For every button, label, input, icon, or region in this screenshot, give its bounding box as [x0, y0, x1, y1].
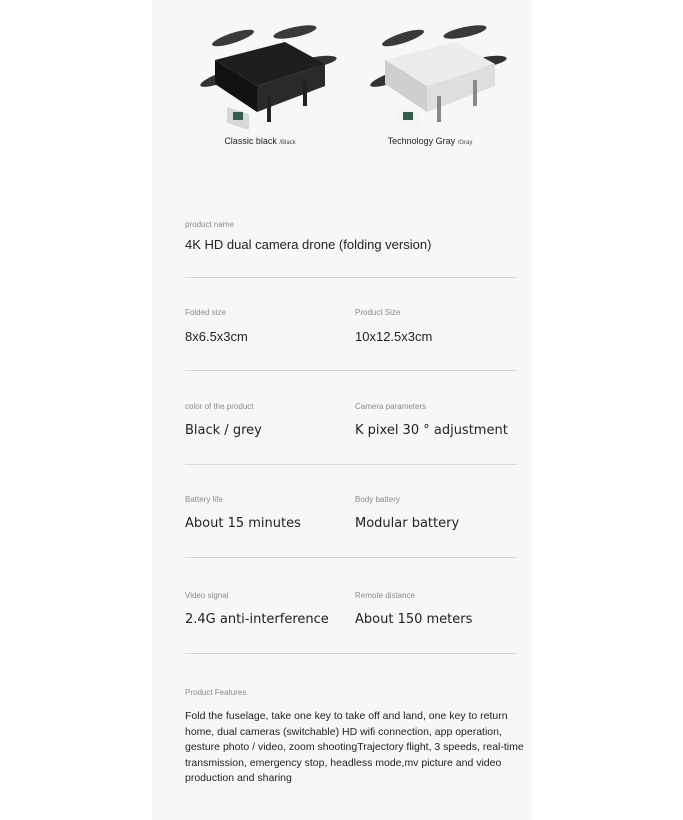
- spec-value: Modular battery: [355, 516, 460, 531]
- spec-label: Remote distance: [355, 591, 416, 600]
- features-label: Product Features: [185, 688, 247, 697]
- divider: [185, 277, 517, 278]
- spec-label: Folded size: [185, 308, 226, 317]
- spec-label: color of the product: [185, 402, 254, 411]
- spec-label: Camera parameters: [355, 402, 427, 411]
- folded-size-cell: [185, 308, 248, 344]
- spec-value: 8x6.5x3cm: [185, 329, 248, 344]
- remote-distance-cell: [355, 591, 472, 627]
- features-text: Fold the fuselage, take one key to take off and land, one key to return home, dual cameras (switchable) HD wifi connection, app operation, gesture photo / video, zoom shootingTrajectory flight, 3 speeds, real-time transmission, emergency stop, headless mode,mv picture and video production and sharing: [185, 710, 524, 784]
- spec-value: About 150 meters: [355, 612, 473, 627]
- product-features-section: [185, 688, 524, 787]
- product-name-section: [185, 220, 517, 252]
- product-variants: [0, 20, 683, 170]
- spec-label: Video signal: [185, 591, 229, 600]
- black-caption-main: Classic black: [224, 136, 277, 146]
- divider: [185, 464, 517, 465]
- divider: [185, 653, 517, 654]
- spec-label: Body battery: [355, 495, 400, 504]
- gray-caption-sub: /Gray: [457, 140, 473, 146]
- black-drone-image: [175, 20, 345, 132]
- body-battery-cell: [355, 495, 459, 531]
- spec-value: 2.4G anti-interference: [185, 612, 329, 627]
- spec-value: 10x12.5x3cm: [355, 329, 433, 344]
- spec-label: Battery life: [185, 495, 223, 504]
- product-size-cell: [355, 308, 432, 344]
- divider: [185, 557, 517, 558]
- black-caption-sub: /Black: [279, 140, 296, 146]
- spec-value: About 15 minutes: [185, 516, 301, 531]
- spec-label: Product Size: [355, 308, 401, 317]
- gray-drone-image: [345, 20, 515, 132]
- product-name-value: 4K HD dual camera drone (folding version): [185, 237, 432, 252]
- battery-life-cell: [185, 495, 301, 531]
- camera-parameters-cell: [355, 402, 508, 438]
- product-name-label: product name: [185, 220, 234, 229]
- divider: [185, 370, 517, 371]
- spec-value: K pixel 30 ° adjustment: [355, 423, 508, 438]
- product-color-cell: [185, 402, 262, 438]
- gray-caption-main: Technology Gray: [387, 136, 456, 146]
- video-signal-cell: [185, 591, 329, 627]
- spec-value: Black / grey: [185, 423, 262, 438]
- gray-caption: [330, 136, 530, 146]
- product-gray: [330, 20, 530, 146]
